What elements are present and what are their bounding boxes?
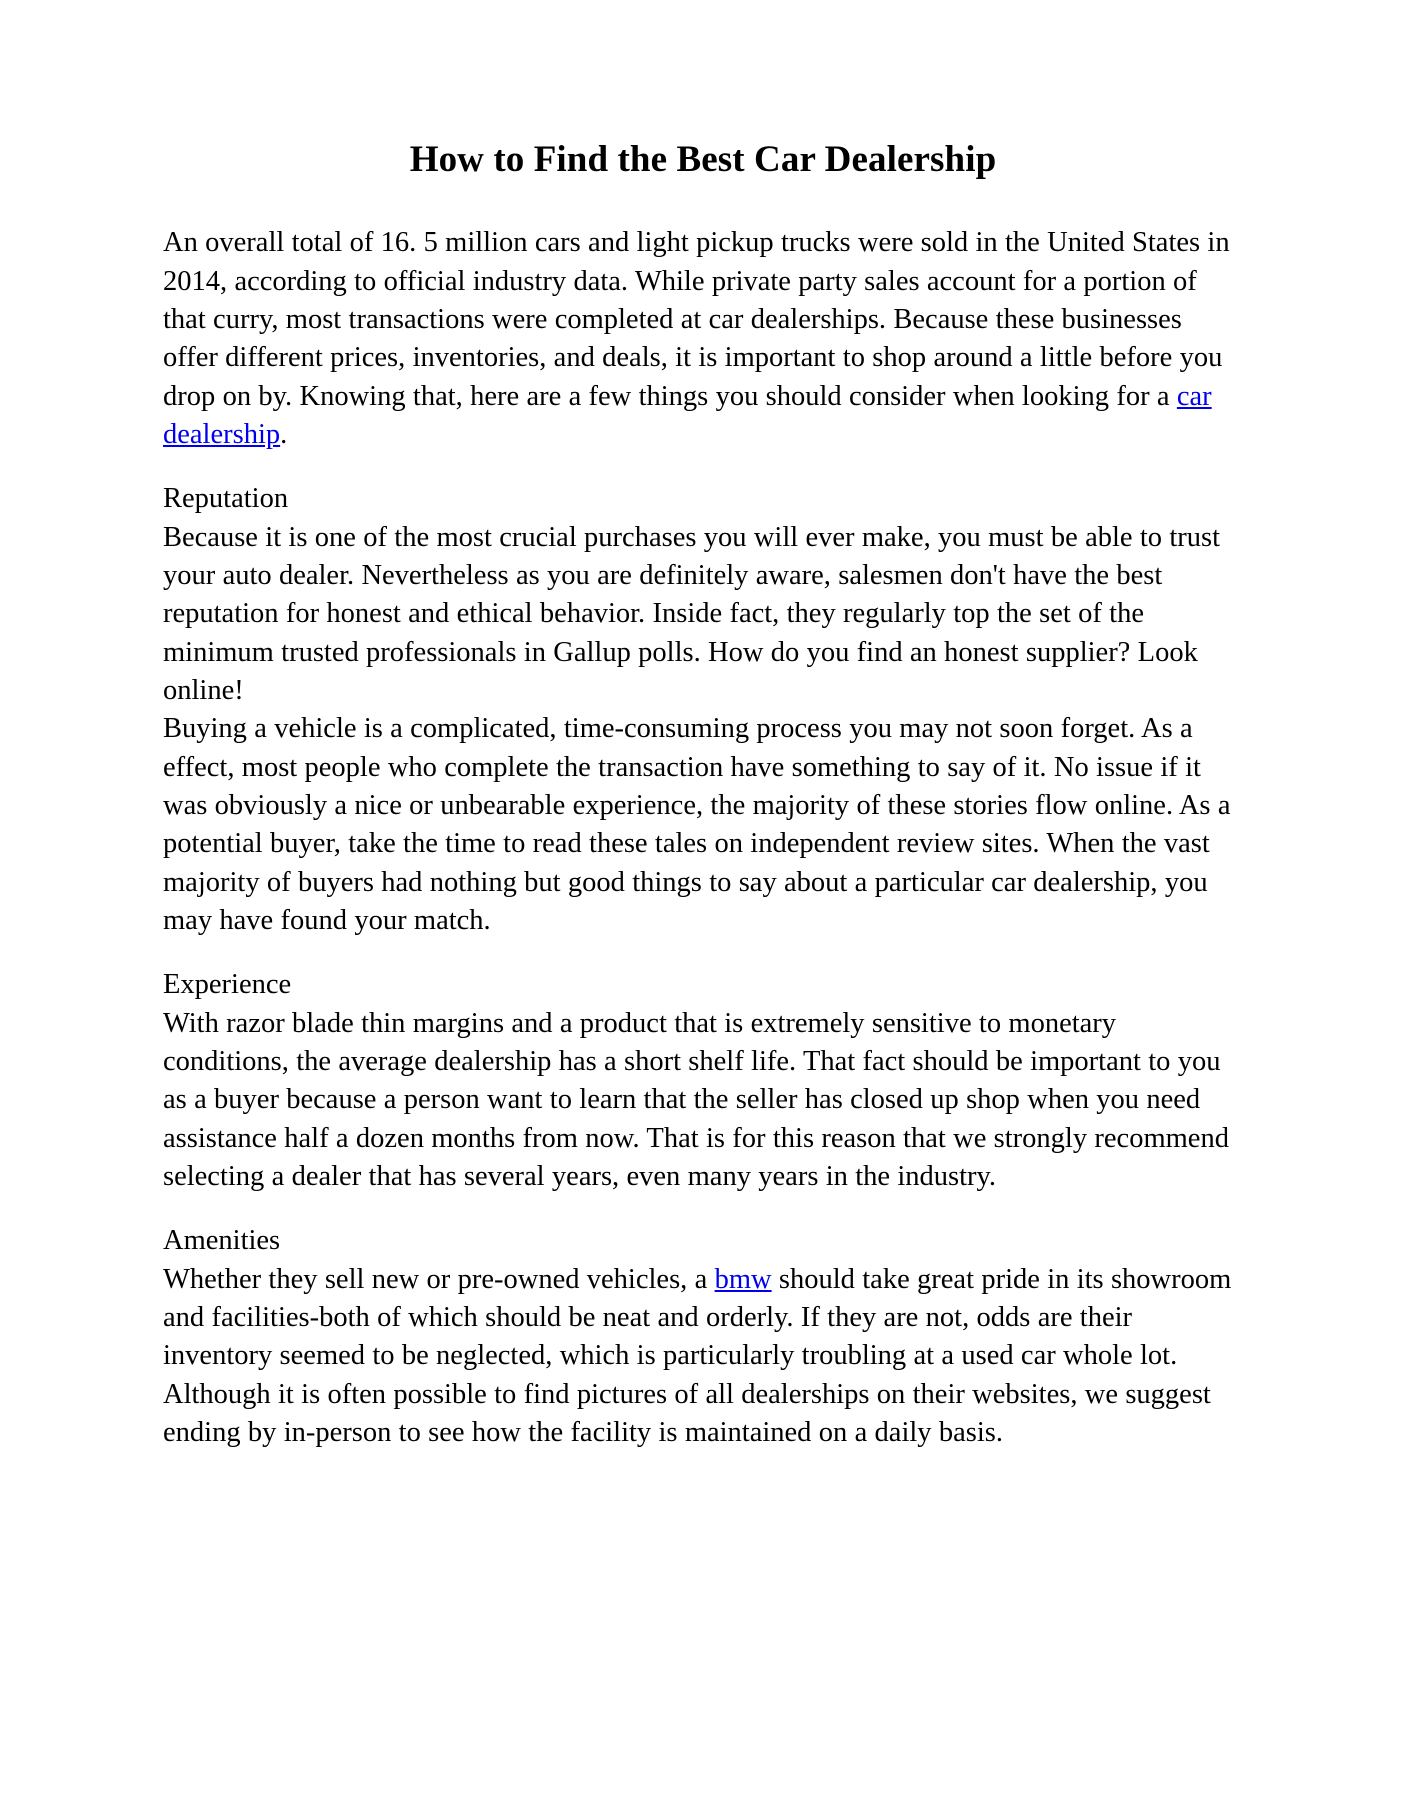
bmw-link[interactable]: bmw	[714, 1263, 772, 1295]
page-title: How to Find the Best Car Dealership	[409, 139, 997, 180]
reputation-paragraph-1: Because it is one of the most crucial purchases you will ever make, you must be able to trust your auto dealer. Nevertheless as you are definitely aware, salesmen don't have the best reputation for honest and ethical behavior. Inside fact, they regularly top the set of the minimum trusted professionals in Gallup polls. How do you find an honest supplier? Look online!	[163, 521, 1221, 706]
section-experience	[163, 966, 1243, 1196]
car-dealership-link[interactable]: car dealership	[163, 380, 1212, 451]
section-spacer-3	[163, 1196, 1243, 1222]
section-spacer-2	[163, 940, 1243, 966]
amenities-text-before-link: Whether they sell new or pre-owned vehicles, a	[163, 1263, 715, 1295]
section-amenities	[163, 1222, 1243, 1452]
section-spacer-1	[163, 454, 1243, 480]
section-heading-experience: Experience	[163, 969, 292, 1001]
section-heading-amenities: Amenities	[163, 1225, 281, 1257]
amenities-paragraph	[163, 1261, 1243, 1453]
section-reputation	[163, 480, 1243, 940]
reputation-paragraph-2: Buying a vehicle is a complicated, time-consuming process you may not soon forget. As a effect, most people who complete the transaction have something to say of it. No issue if it was obviously a nice or unbearable experience, the majority of these stories flow online. As a potential buyer, take the time to read these tales on independent review sites. When the vast majority of buyers had nothing but good things to say about a particular car dealership, you may have found your match.	[163, 713, 1231, 936]
intro-text-after-link: .	[280, 419, 288, 451]
intro-text-before-link: An overall total of 16. 5 million cars and light pickup trucks were sold in the United States in 2014, according to official industry data. While private party sales account for a portion of that curry, most transactions were completed at car dealerships. Because these businesses offer different prices, inventories, and deals, it is important to shop around a little before you drop on by. Knowing that, here are a few things you should consider when looking for a	[163, 227, 1230, 412]
document-body	[163, 138, 1243, 1452]
amenities-text-after-link: should take great pride in its showroom and facilities-both of which should be neat and orderly. If they are not, odds are their inventory seemed to be neglected, which is particularly troubling at a used car whole lot. Although it is often possible to find pictures of all dealerships on their websites, we suggest ending by in-person to see how the facility is maintained on a daily basis.	[163, 1263, 1232, 1448]
experience-paragraph-1: With razor blade thin margins and a product that is extremely sensitive to monetary conditions, the average dealership has a short shelf life. That fact should be important to you as a buyer because a person want to learn that the seller has closed up shop when you need assistance half a dozen months from now. That is for this reason that we strongly recommend selecting a dealer that has several years, even many years in the industry.	[163, 1007, 1229, 1192]
title-spacer	[163, 182, 1243, 224]
section-heading-reputation: Reputation	[163, 483, 289, 515]
intro-paragraph	[163, 224, 1243, 454]
